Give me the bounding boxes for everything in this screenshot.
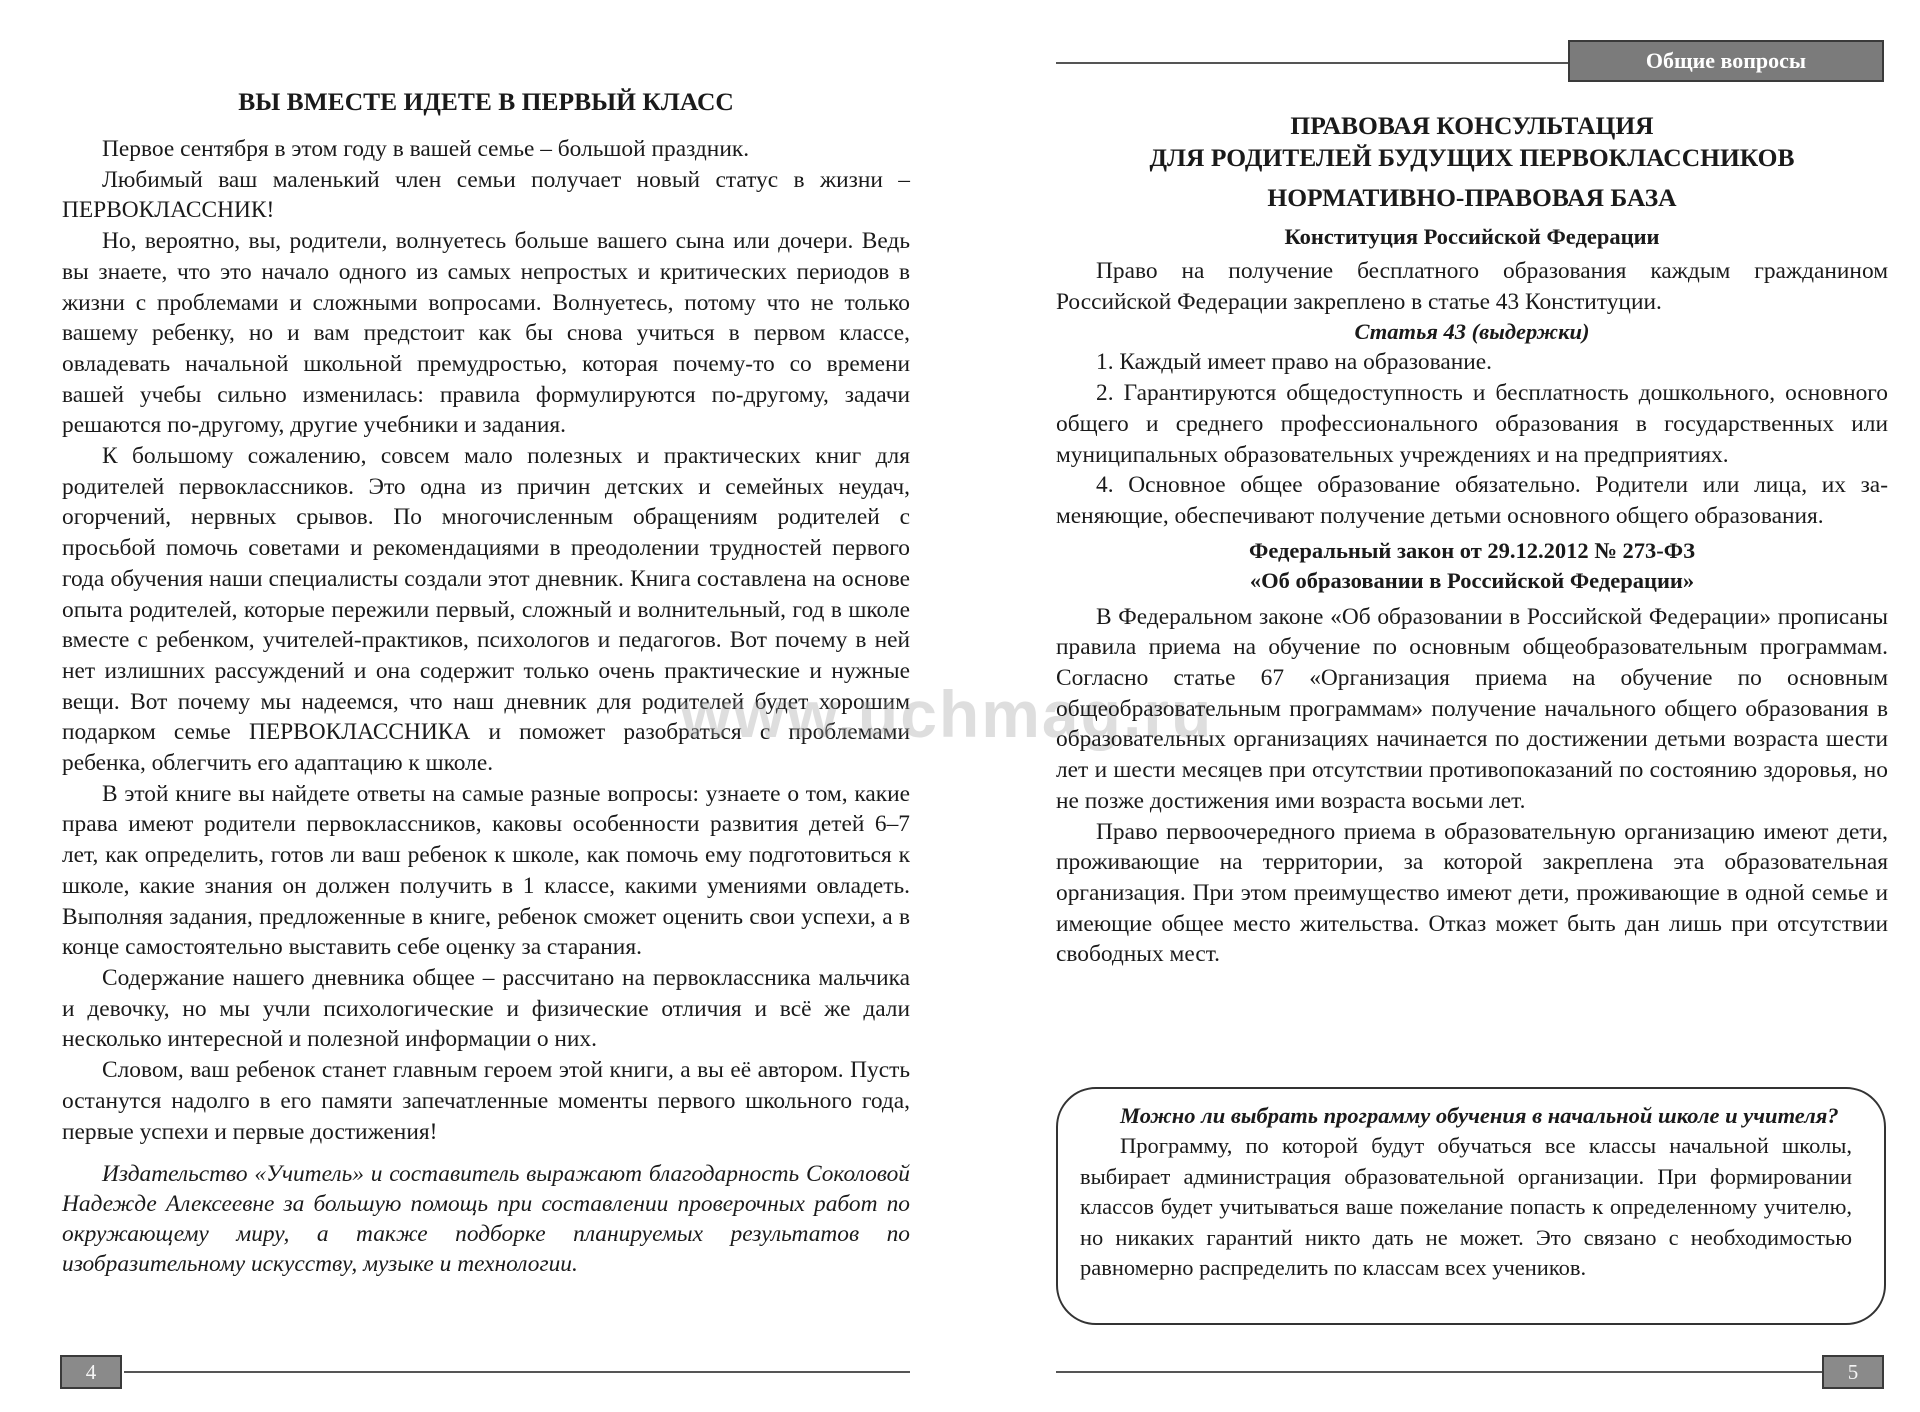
page-number-left: 4 (60, 1355, 122, 1389)
left-paragraph-4: К большому сожалению, совсем мало полезных и практических книг для родителей первоклассников. Это одна из причин детских и семейных неудач, огорчений, нервных срывов. По многочисленным обращениям родителей с просьбой помочь советами и рекомендациями в преодолении трудностей первого года обучения наши специалисты создали этот дневник. Книга составлена на основе опыта родителей, которые пережили первый, сложный и волнительный, год в школе вместе с ребенком, учителей-практиков, психологов и педагогов. Вот почему в ней нет излишних рассуждений и она содержит только очень практические и нужные вещи. Вот почему мы надеемся, что наш дневник для родителей будет хорошим подарком семье ПЕРВОКЛАССНИКА и поможет разобраться с проблемами ребенка, облегчить его адаптацию к школе. (62, 443, 910, 777)
left-paragraph-5: В этой книге вы найдете ответы на самые разные вопросы: узнаете о том, какие права имеют родители первоклассников, каковы особенности развития детей 6–7 лет, как определить, готов ли ваш ребенок к школе, как помочь ему подготовиться к школе, какие знания он должен получить в 1 классе, какими умениями овладеть. Выполняя задания, предложенные в книге, ребенок сможет оценить свои успехи, а в конце самостоятельно выставить себе оценку за старания. (62, 780, 910, 961)
article-item-1: 1. Каждый имеет право на образование. (1096, 349, 1492, 376)
law-heading-line-2: «Об образовании в Российской Федерации» (1249, 567, 1695, 593)
article-item-4: 4. Основное общее образование обязательно. Родители или лица, их заменяющие, обеспечивают получение детьми основного общего образования. (1056, 472, 1888, 529)
law-paragraph-2: Право первоочередного приема в образовательную организацию имеют дети, проживающие на территории, за которой закреплена эта образовательная организация. При этом преимущество имеют дети, проживающие в одной семье и имеющие общее место жительства. Отказ может быть дан лишь при отсутствии свободных мест. (1056, 818, 1888, 968)
page-number-right: 5 (1822, 1355, 1884, 1389)
left-page-title: ВЫ ВМЕСТЕ ИДЕТЕ В ПЕРВЫЙ КЛАСС (238, 87, 734, 116)
left-paragraph-1: Первое сентября в этом году в вашей семье – большой праздник. (102, 136, 750, 162)
qa-answer: Программу, по которой будут обучаться все классы начальной школы, выбирает администрация образовательной организации. При формировании классов будет учитываться ваше пожелание попасть к определенному учителю, но никаких гарантий никто дать не может. Это связано с необходимостью равномерно распределить по классам всех учеников. (1080, 1133, 1852, 1280)
article-heading: Статья 43 (выдержки) (1354, 319, 1590, 345)
law-heading-line-1: Федеральный закон от 29.12.2012 № 273-ФЗ (1249, 537, 1695, 563)
right-title-line-1: ПРАВОВАЯ КОНСУЛЬТАЦИЯ (1290, 111, 1654, 140)
constitution-heading: Конституция Российской Федерации (1284, 224, 1660, 249)
section-banner: Общие вопросы (1568, 40, 1884, 82)
left-paragraph-7: Словом, ваш ребенок станет главным героем этой книги, а вы её автором. Пусть останутся надолго в его памяти запечатленные моменты первого школьного года, первые успехи и первые достижения! (62, 1057, 910, 1145)
acknowledgement: Издательство «Учитель» и составитель выражают благодарность Соколовой Надежде Алексеевне за большую помощь при составлении проверочных работ по окружающему миру, а также подборке планируемых результатов по изобразительному искусству, музыке и технологии. (62, 1161, 910, 1278)
left-paragraph-6: Содержание нашего дневника общее – рассчитано на первоклассника мальчика и девочку, но мы учли психологические и физические отличия и всё же дали несколько интересной и полезной информации о них. (62, 964, 910, 1053)
left-paragraph-2: Любимый ваш маленький член семьи получает новый статус в жизни – ПЕРВОКЛАССНИК! (62, 166, 910, 224)
article-item-2: 2. Гарантируются общедоступность и бесплатность дошкольного, основного общего и среднего профессионального образования в государственных или муниципальных образовательных учреждениях и на предприятиях. (1056, 380, 1888, 468)
footer-rule-right (1056, 1371, 1822, 1373)
right-title-line-2: ДЛЯ РОДИТЕЛЕЙ БУДУЩИХ ПЕРВОКЛАССНИКОВ (1149, 143, 1795, 172)
law-paragraph-1: В Федеральном законе «Об образовании в Российской Федерации» прописаны правила приема на обучение по основным общеобразовательным программам. Согласно статье 67 «Организация приема на обучение по основным общеобразовательным программам» получение начального общего образования в образовательных организациях начинается по достижении детьми возраста шести лет и шести месяцев при отсутствии противопоказаний по состоянию здоровья, но не позже достижения ими возраста восьми лет. (1056, 603, 1888, 814)
constitution-intro: Право на получение бесплатного образования каждым гражданином Российской Федерации закреплено в статье 43 Конституции. (1056, 258, 1888, 315)
subtitle: НОРМАТИВНО-ПРАВОВАЯ БАЗА (1267, 183, 1677, 212)
qa-question: Можно ли выбрать программу обучения в начальной школе и учителя? (1120, 1103, 1839, 1128)
qa-box (1056, 1087, 1886, 1325)
left-paragraph-3: Но, вероятно, вы, родители, волнуетесь больше вашего сына или дочери. Ведь вы знаете, что это начало одного из самых непростых и критических периодов в жизни с проблемами и сложными вопросами. Волнуетесь, потому что не только вашему ребенку, но и вам предстоит как бы снова учиться в первом классе, овладевать начальной школьной премудростью, которая почему-то со времени вашей учебы сильно изменилась: правила формулируются по-другому, задачи решаются по-другому, другие учебники и задания. (62, 228, 910, 439)
watermark: www.uchmag.ru (680, 677, 1214, 751)
footer-rule-left (124, 1371, 910, 1373)
